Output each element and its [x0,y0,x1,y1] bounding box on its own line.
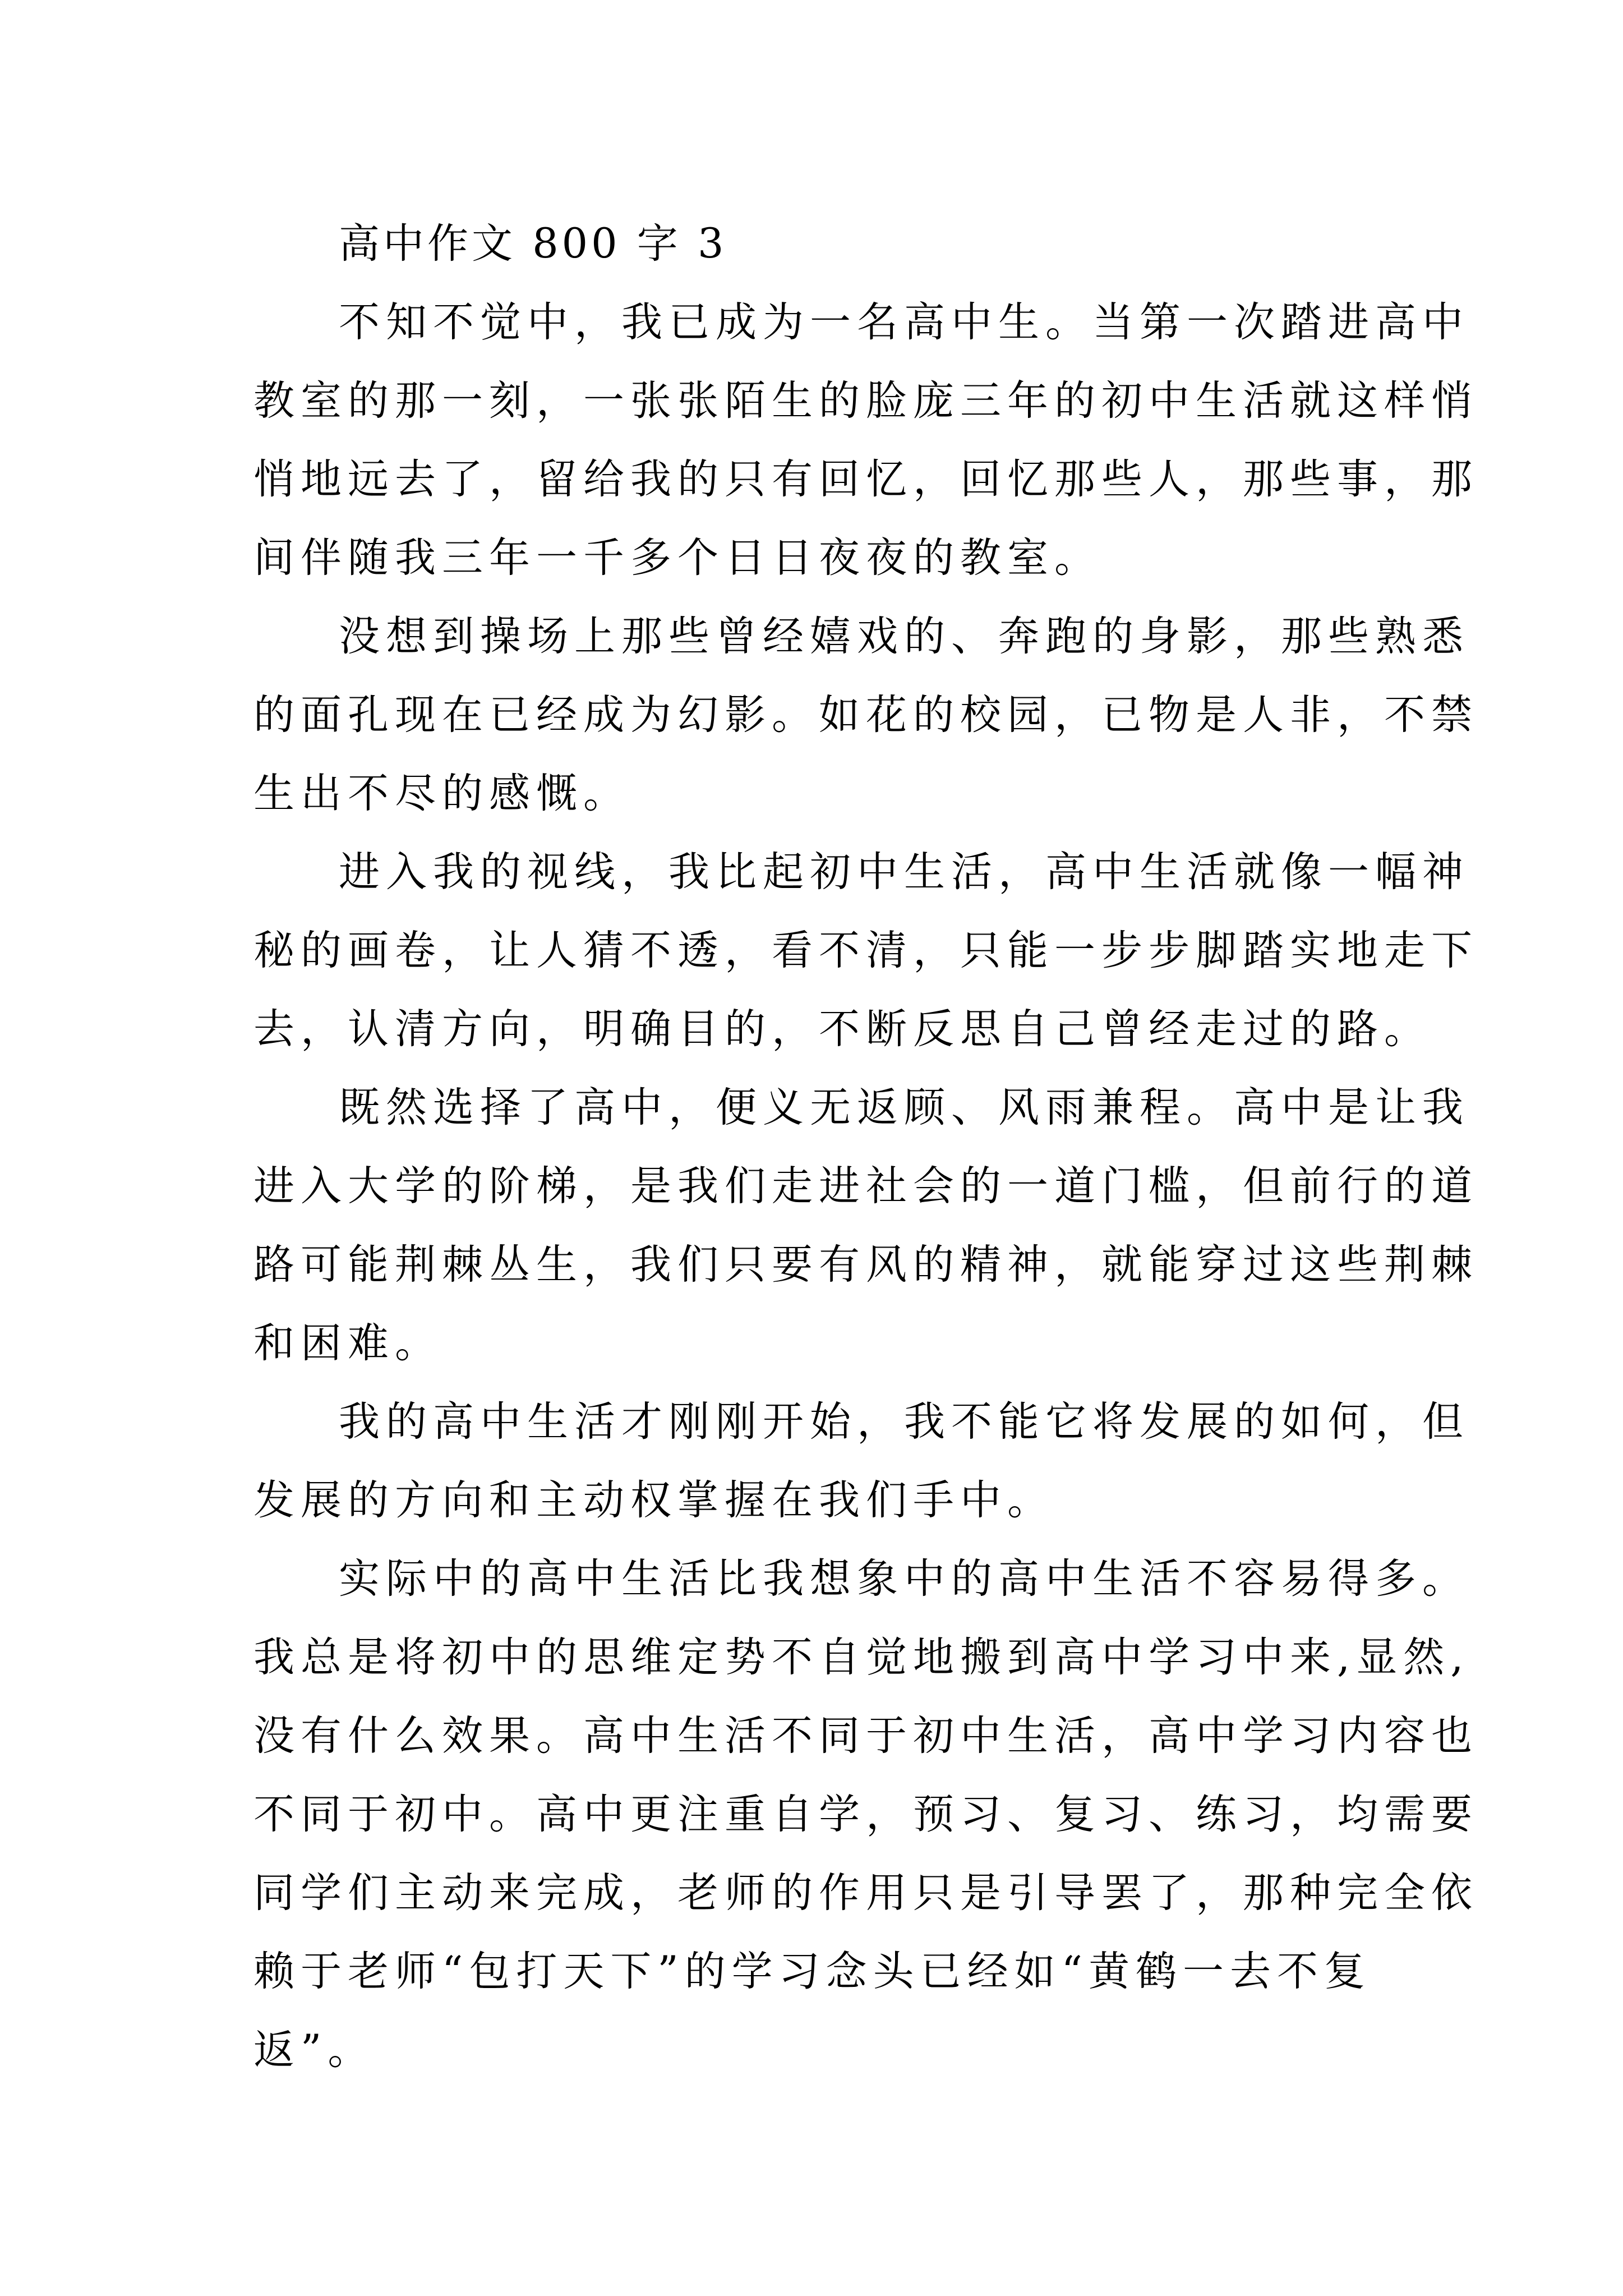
paragraph-line: 赖于老师“包打天下”的学习念头已经如“黄鹤一去不复 [253,1948,1371,1995]
paragraph-line: 实际中的高中生活比我想象中的高中生活不容易得多。 [339,1555,1469,1603]
paragraph-line: 我总是将初中的思维定势不自觉地搬到高中学习中来,显然, [253,1634,1470,1681]
paragraph-line: 去，认清方向，明确目的，不断反思自己曾经走过的路。 [253,1005,1431,1053]
paragraph-line: 路可能荆棘丛生，我们只要有风的精神，就能穿过这些荆棘 [253,1241,1478,1289]
paragraph-line: 返”。 [253,2026,375,2074]
paragraph-line: 没有什么效果。高中生活不同于初中生活，高中学习内容也 [253,1712,1478,1760]
paragraph-line: 没想到操场上那些曾经嬉戏的、奔跑的身影，那些熟悉 [339,613,1469,660]
paragraph-line: 教室的那一刻，一张张陌生的脸庞三年的初中生活就这样悄 [253,377,1478,425]
paragraph-line: 进入我的视线，我比起初中生活，高中生活就像一幅神 [339,848,1469,896]
paragraph-line: 不同于初中。高中更注重自学，预习、复习、练习，均需要 [253,1791,1478,1838]
essay-body [253,205,1478,2090]
paragraph-line: 我的高中生活才刚刚开始，我不能它将发展的如何，但 [339,1398,1469,1446]
paragraph-line: 生出不尽的感慨。 [253,770,630,817]
paragraph-line: 不知不觉中，我已成为一名高中生。当第一次踏进高中 [339,298,1469,346]
paragraph-line: 进入大学的阶梯，是我们走进社会的一道门槛，但前行的道 [253,1162,1478,1210]
paragraph-line: 和困难。 [253,1319,442,1367]
paragraph-line: 既然选择了高中，便义无返顾、风雨兼程。高中是让我 [339,1084,1469,1131]
paragraph-line: 秘的画卷，让人猜不透，看不清，只能一步步脚踏实地走下 [253,927,1478,974]
essay-title: 高中作文 800 字 3 [339,220,727,268]
paragraph-line: 间伴随我三年一千多个日日夜夜的教室。 [253,534,1101,582]
paragraph-line: 同学们主动来完成，老师的作用只是引导罢了，那种完全依 [253,1869,1478,1917]
paragraph-line: 悄地远去了，留给我的只有回忆，回忆那些人，那些事，那 [253,455,1478,503]
paragraph-line: 的面孔现在已经成为幻影。如花的校园，已物是人非，不禁 [253,691,1478,739]
paragraph-line: 发展的方向和主动权掌握在我们手中。 [253,1476,1054,1524]
